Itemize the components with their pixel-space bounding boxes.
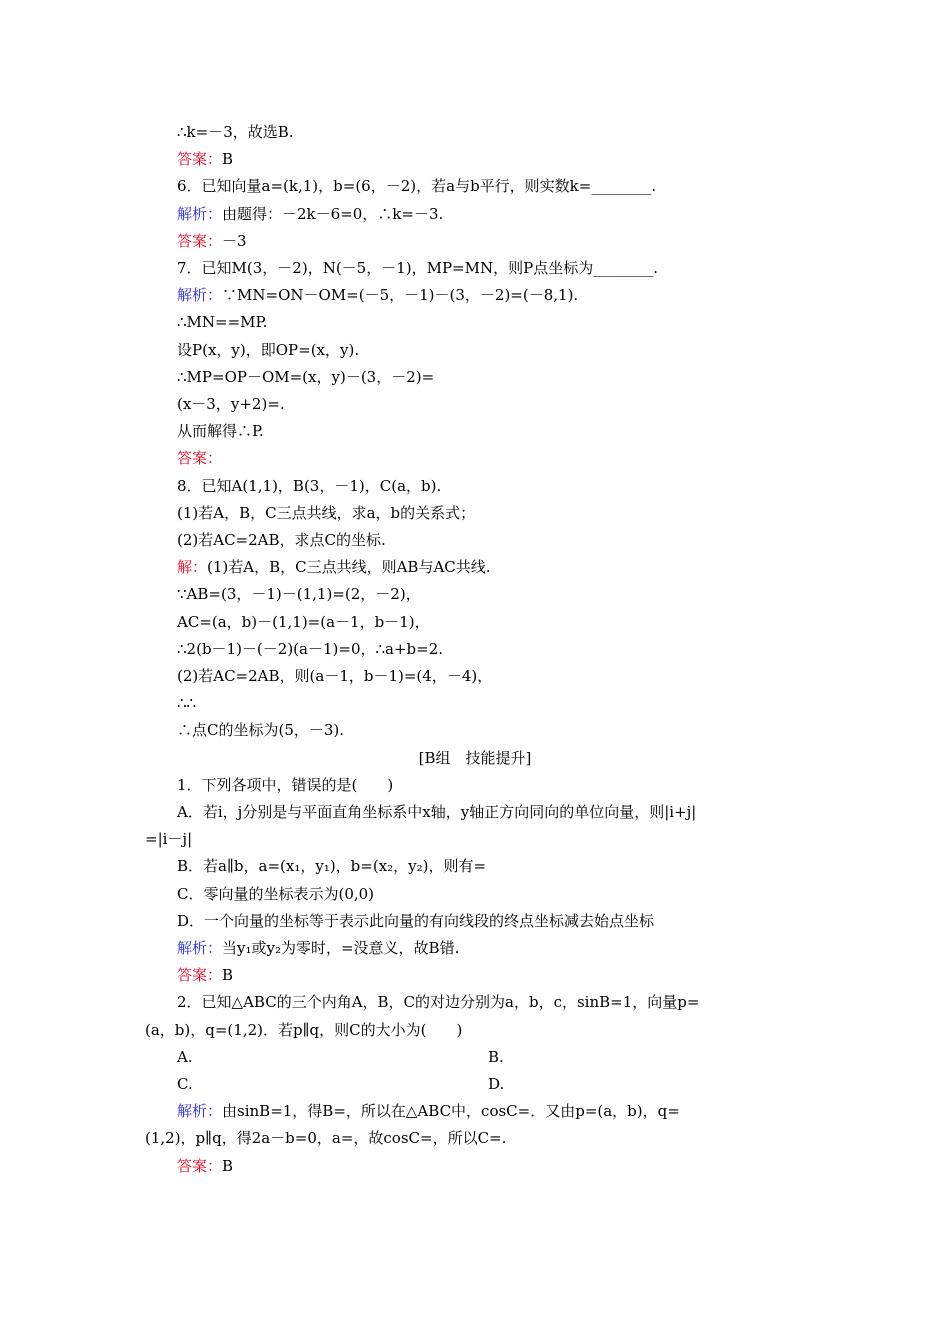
line-text: 1．下列各项中，错误的是( ) bbox=[177, 775, 394, 794]
text-line bbox=[0, 364, 950, 391]
line-text: AC=(a，b)－(1,1)=(a－1，b－1)， bbox=[177, 612, 430, 631]
text-line bbox=[0, 717, 950, 744]
text-line bbox=[0, 962, 950, 989]
line-text: ∴k=－3，故选B. bbox=[177, 123, 294, 141]
text-line bbox=[0, 418, 950, 445]
line-text: 6．已知向量a=(k,1)，b=(6，－2)，若a与b平行，则实数k=________. bbox=[177, 177, 657, 196]
line-text: (1)若A，B，C三点共线，求a，b的关系式； bbox=[177, 503, 476, 522]
text-line bbox=[0, 826, 950, 853]
line-text: 从而解得∴P. bbox=[177, 422, 264, 441]
analysis-label: 解析： bbox=[177, 939, 223, 957]
line-text: (2)若AC=2AB，则(a－1，b－1)=(4，－4)， bbox=[177, 667, 493, 685]
answer-label: 答案： bbox=[177, 150, 223, 169]
line-text: B bbox=[222, 1156, 234, 1175]
text-line bbox=[0, 337, 950, 364]
text-line bbox=[0, 500, 950, 527]
text-line bbox=[0, 391, 950, 418]
text-line bbox=[0, 881, 950, 908]
line-text: 设P(x，y)，即OP=(x，y). bbox=[177, 340, 360, 359]
text-line bbox=[0, 799, 950, 826]
text-line bbox=[0, 772, 950, 799]
text-line bbox=[0, 255, 950, 282]
line-text: B．若a∥b，a=(x₁，y₁)，b=(x₂，y₂)，则有= bbox=[177, 857, 487, 876]
line-text: (a，b)，q=(1,2)．若p∥q，则C的大小为( ) bbox=[145, 1020, 463, 1039]
text-line bbox=[0, 1044, 950, 1071]
text-line bbox=[0, 445, 950, 472]
line-text: 由题得：－2k－6=0，∴k=－3. bbox=[222, 204, 444, 223]
text-line bbox=[0, 581, 950, 608]
text-line bbox=[0, 636, 950, 663]
option-text: D. bbox=[488, 1075, 505, 1093]
text-line bbox=[0, 473, 950, 500]
text-line bbox=[0, 908, 950, 935]
line-text: C. bbox=[177, 1075, 193, 1093]
answer-label: 答案： bbox=[177, 1156, 223, 1175]
text-line bbox=[0, 282, 950, 309]
option-text: B. bbox=[488, 1047, 504, 1066]
line-text: 7．已知M(3，－2)，N(－5，－1)，MP=MN，则P点坐标为________. bbox=[177, 259, 658, 277]
line-text: A. bbox=[177, 1047, 193, 1066]
text-line bbox=[0, 554, 950, 581]
line-text: －3 bbox=[222, 231, 247, 250]
analysis-label: 解析： bbox=[177, 1102, 223, 1121]
line-text: ∴MN==MP. bbox=[177, 313, 268, 332]
answer-label: 答案： bbox=[177, 966, 223, 985]
line-text: ∴∴ bbox=[177, 694, 197, 713]
text-line bbox=[0, 690, 950, 717]
line-text: (x－3，y+2)=. bbox=[177, 395, 285, 413]
line-text: ∴点C的坐标为(5，－3). bbox=[177, 721, 345, 740]
line-text: =|i－j| bbox=[145, 830, 193, 849]
line-text: ∴2(b－1)－(－2)(a－1)=0，∴a+b=2. bbox=[177, 639, 444, 658]
line-text: 2．已知△ABC的三个内角A，B，C的对边分别为a，b，c，sinB=1，向量p= bbox=[177, 993, 700, 1012]
text-line bbox=[0, 1098, 950, 1125]
text-line bbox=[0, 228, 950, 255]
text-line bbox=[0, 1153, 950, 1180]
line-text: B bbox=[222, 966, 234, 985]
line-text: 8．已知A(1,1)，B(3，－1)，C(a，b). bbox=[177, 476, 442, 495]
line-text: ∵AB=(3，－1)－(1,1)=(2，－2)， bbox=[177, 585, 421, 604]
line-text: (1)若A，B，C三点共线，则AB与AC共线. bbox=[207, 558, 491, 577]
line-text: ∴MP=OP－OM=(x，y)－(3，－2)= bbox=[177, 367, 435, 386]
line-text: (1,2)，p∥q，得2a－b=0，a=，故cosC=，所以C=. bbox=[145, 1129, 507, 1148]
text-line bbox=[0, 1017, 950, 1044]
line-text: 由sinB=1，得B=，所以在△ABC中，cosC=．又由p=(a，b)，q= bbox=[222, 1102, 680, 1121]
text-line bbox=[0, 745, 950, 772]
text-line bbox=[0, 1071, 950, 1098]
text-line bbox=[0, 609, 950, 636]
text-line bbox=[0, 989, 950, 1016]
line-text: C．零向量的坐标表示为(0,0) bbox=[177, 884, 375, 903]
text-line bbox=[0, 119, 950, 146]
line-text: [B组 技能提升] bbox=[418, 748, 532, 767]
line-text: B bbox=[222, 150, 234, 169]
answer-label: 解： bbox=[177, 558, 208, 577]
text-line bbox=[0, 663, 950, 690]
line-text: D．一个向量的坐标等于表示此向量的有向线段的终点坐标减去始点坐标 bbox=[177, 911, 655, 930]
text-line bbox=[0, 201, 950, 228]
text-line bbox=[0, 1125, 950, 1152]
answer-label: 答案： bbox=[177, 231, 223, 250]
answer-label: 答案： bbox=[177, 449, 223, 468]
line-text: ∵MN=ON－OM=(－5，－1)－(3，－2)=(－8,1). bbox=[222, 286, 579, 305]
line-text: A．若i，j分别是与平面直角坐标系中x轴，y轴正方向同向的单位向量，则|i+j| bbox=[177, 803, 697, 821]
line-text: (2)若AC=2AB，求点C的坐标. bbox=[177, 531, 386, 549]
text-line bbox=[0, 853, 950, 880]
text-line bbox=[0, 935, 950, 962]
text-line bbox=[0, 309, 950, 336]
text-line bbox=[0, 146, 950, 173]
text-line bbox=[0, 527, 950, 554]
analysis-label: 解析： bbox=[177, 204, 223, 223]
line-text: 当y₁或y₂为零时，=没意义，故B错. bbox=[222, 939, 460, 957]
analysis-label: 解析： bbox=[177, 286, 223, 305]
text-line bbox=[0, 173, 950, 200]
